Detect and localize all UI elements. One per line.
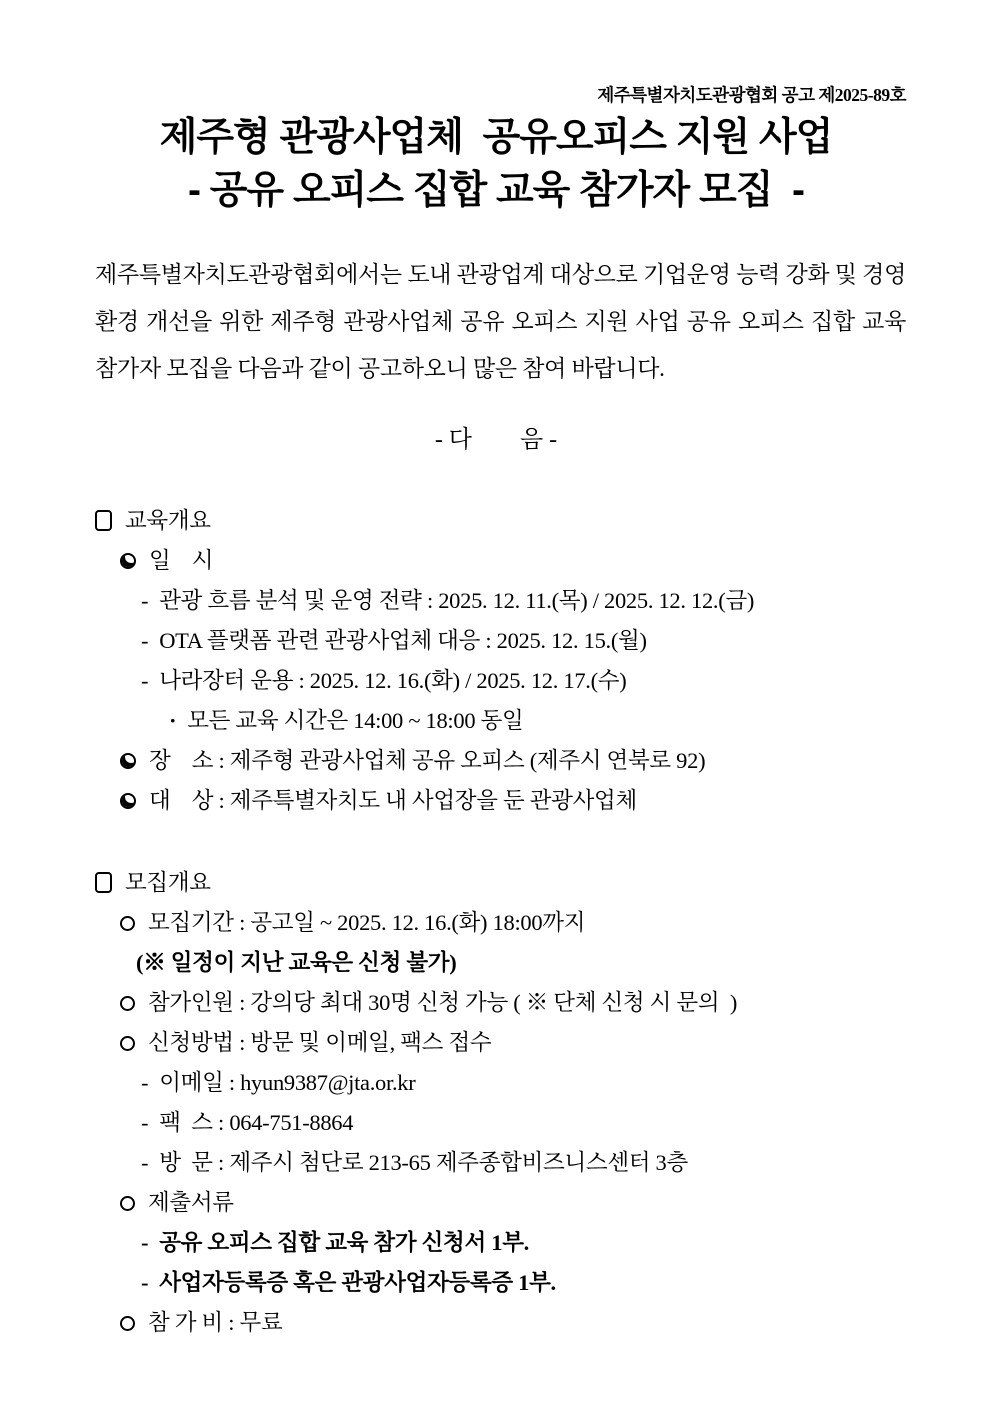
checkbox-square-icon bbox=[95, 872, 112, 893]
recruitment-subitem-business-license bbox=[0, 1263, 992, 1303]
item-text: (※ 일정이 지난 교육은 신청 불가) bbox=[136, 950, 457, 975]
email-value: 이메일 : hyun9387@jta.or.kr bbox=[159, 1070, 416, 1095]
recruitment-subitem-fax bbox=[0, 1103, 992, 1143]
dash-bullet: - bbox=[141, 588, 149, 613]
recruitment-item-apply-method bbox=[0, 1023, 992, 1063]
education-subitem-schedule-2 bbox=[0, 621, 992, 661]
recruitment-note-deadline bbox=[0, 943, 992, 983]
dash-bullet: - bbox=[141, 668, 149, 693]
shadowed-circle-bullet-icon bbox=[120, 553, 136, 569]
item-text: 제출서류 bbox=[148, 1190, 234, 1215]
recruitment-subitem-email bbox=[0, 1063, 992, 1103]
item-text: 참가인원 : 강의당 최대 30명 신청 가능 ( ※ 단체 신청 시 문의 ) bbox=[148, 990, 738, 1015]
dash-bullet: - bbox=[141, 1110, 149, 1135]
dash-bullet: - bbox=[141, 1270, 149, 1295]
section-title: 교육개요 bbox=[125, 508, 211, 533]
item-text: OTA 플랫폼 관련 관광사업체 대응 : 2025. 12. 15.(월) bbox=[159, 628, 647, 653]
item-text: 일 시 bbox=[149, 548, 214, 573]
checkbox-square-icon bbox=[95, 510, 112, 531]
dash-bullet: - bbox=[141, 628, 149, 653]
item-text: 신청방법 : 방문 및 이메일, 팩스 접수 bbox=[148, 1030, 492, 1055]
recruitment-item-documents bbox=[0, 1183, 992, 1223]
notice-number: 제주특별자치도관광협회 공고 제2025-89호 bbox=[597, 85, 906, 105]
section-header-education bbox=[0, 501, 992, 541]
circle-bullet-icon bbox=[120, 996, 135, 1011]
circle-bullet-icon bbox=[120, 1316, 135, 1331]
item-text: 대 상 : 제주특별자치도 내 사업장을 둔 관광사업체 bbox=[149, 788, 637, 813]
dash-bullet: - bbox=[141, 1070, 149, 1095]
circle-bullet-icon bbox=[120, 1036, 135, 1051]
recruitment-item-period bbox=[0, 903, 992, 943]
document-body bbox=[0, 501, 992, 1343]
education-subitem-schedule-3 bbox=[0, 661, 992, 701]
item-text: 모집기간 : 공고일 ~ 2025. 12. 16.(화) 18:00까지 bbox=[148, 910, 586, 935]
circle-bullet-icon bbox=[120, 916, 135, 931]
dash-bullet: - bbox=[141, 1150, 149, 1175]
section-header-recruitment bbox=[0, 863, 992, 903]
section-title: 모집개요 bbox=[125, 870, 211, 895]
recruitment-subitem-application-form bbox=[0, 1223, 992, 1263]
shadowed-circle-bullet-icon bbox=[120, 753, 136, 769]
item-text: 나라장터 운용 : 2025. 12. 16.(화) / 2025. 12. 17.(수) bbox=[159, 668, 627, 693]
item-text: 사업자등록증 혹은 관광사업자등록증 1부. bbox=[159, 1270, 556, 1295]
item-text: 모든 교육 시간은 14:00 ~ 18:00 동일 bbox=[187, 708, 524, 733]
address-value: 방 문 : 제주시 첨단로 213-65 제주종합비즈니스센터 3층 bbox=[159, 1150, 688, 1175]
dash-bullet: - bbox=[141, 1230, 149, 1255]
title-line-2: - 공유 오피스 집합 교육 참가자 모집 - bbox=[187, 169, 805, 212]
item-text: 관광 흐름 분석 및 운영 전략 : 2025. 12. 11.(목) / 2025. 12. 12.(금) bbox=[159, 588, 755, 613]
education-item-location bbox=[0, 741, 992, 781]
item-text: 공유 오피스 집합 교육 참가 신청서 1부. bbox=[159, 1230, 529, 1255]
item-text: 장 소 : 제주형 관광사업체 공유 오피스 (제주시 연북로 92) bbox=[149, 748, 706, 773]
circle-bullet-icon bbox=[120, 1196, 135, 1211]
item-text: 참 가 비 : 무료 bbox=[148, 1310, 283, 1335]
shadowed-circle-bullet-icon bbox=[120, 793, 136, 809]
education-subitem-schedule-1 bbox=[0, 581, 992, 621]
intro-paragraph: 제주특별자치도관광협회에서는 도내 관광업계 대상으로 기업운영 능력 강화 및 경영 환경 개선을 위한 제주형 관광사업체 공유 오피스 지원 사업 공유 오피스 집합 교육 참가자 모집을 다음과 같이 공고하오니 많은 참여 바랍니다. bbox=[95, 262, 906, 381]
middle-dot-bullet: · bbox=[169, 708, 177, 733]
title-line-1: 제주형 관광사업체 공유오피스 지원 사업 bbox=[159, 116, 833, 159]
education-item-target bbox=[0, 781, 992, 821]
section-divider-label: - 다 음 - bbox=[434, 427, 558, 453]
document-title bbox=[0, 111, 992, 217]
education-item-datetime bbox=[0, 541, 992, 581]
recruitment-subitem-visit bbox=[0, 1143, 992, 1183]
fax-value: 팩 스 : 064-751-8864 bbox=[159, 1110, 354, 1135]
recruitment-item-capacity bbox=[0, 983, 992, 1023]
recruitment-item-fee bbox=[0, 1303, 992, 1343]
education-note-time bbox=[0, 701, 992, 741]
